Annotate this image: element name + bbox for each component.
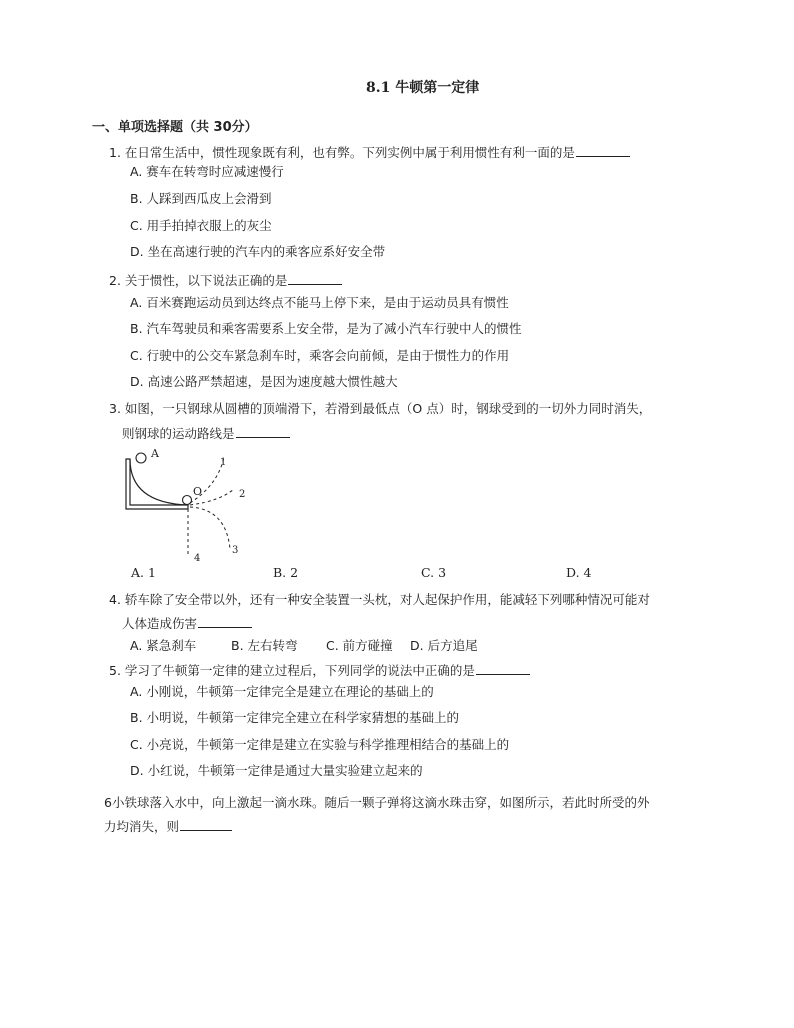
answer-blank-5 bbox=[476, 662, 530, 675]
answer-blank-2 bbox=[288, 272, 342, 285]
question-1-text: 1. 在日常生活中，惯性现象既有利，也有弊。下列实例中属于利用惯性有利一面的是 bbox=[109, 145, 575, 160]
ball-at-a bbox=[136, 453, 146, 463]
question-4-stem-line1: 4. 轿车除了安全带以外，还有一种安全装置一头枕，对人起保护作用，能减轻下列哪种情况可能对 bbox=[109, 592, 650, 607]
track-block bbox=[126, 459, 188, 509]
point-o-label: O bbox=[193, 485, 203, 498]
q1-option-d: D. 坐在高速行驶的汽车内的乘客应系好安全带 bbox=[130, 244, 386, 259]
point-a-label: A bbox=[151, 447, 159, 460]
question-6-text: 力均消失，则 bbox=[104, 819, 180, 834]
question-5-stem bbox=[109, 662, 530, 679]
path-1-label: 1 bbox=[220, 457, 227, 468]
question-3-stem-line1: 3. 如图，一只钢球从圆槽的顶端滑下，若滑到最低点（O 点）时，钢球受到的一切外力同时消失， bbox=[109, 401, 652, 416]
answer-blank-4 bbox=[198, 615, 252, 628]
q5-option-d: D. 小红说，牛顿第一定律是通过大量实验建立起来的 bbox=[130, 763, 423, 778]
q4-option-a: A. 紧急刹车 bbox=[130, 638, 197, 653]
path-4-label: 4 bbox=[194, 553, 201, 564]
page-title: 8.1 牛顿第一定律 bbox=[366, 80, 480, 96]
q3-option-a: A. 1 bbox=[131, 565, 156, 580]
q4-option-b: B. 左右转弯 bbox=[231, 638, 298, 653]
question-2-stem bbox=[109, 272, 342, 289]
question-4-stem-line2 bbox=[122, 615, 252, 632]
q2-option-c: C. 行驶中的公交车紧急刹车时，乘客会向前倾，是由于惯性力的作用 bbox=[130, 348, 510, 363]
section-heading: 一、单项选择题（共 30分） bbox=[92, 120, 258, 135]
q4-option-d: D. 后方追尾 bbox=[410, 638, 478, 653]
curved-track-diagram bbox=[120, 445, 260, 567]
q2-option-d: D. 高速公路严禁超速，是因为速度越大惯性越大 bbox=[130, 374, 398, 389]
path-2-label: 2 bbox=[239, 489, 246, 500]
question-6-stem-line1: 6小铁球落入水中，向上激起一滴水珠。随后一颗子弹将这滴水珠击穿，如图所示，若此时所受的外 bbox=[104, 795, 650, 810]
q5-option-b: B. 小明说，牛顿第一定律完全建立在科学家猜想的基础上的 bbox=[130, 710, 460, 725]
q3-option-b: B. 2 bbox=[273, 565, 299, 580]
q1-option-b: B. 人踩到西瓜皮上会滑到 bbox=[130, 191, 272, 206]
path-3-label: 3 bbox=[232, 545, 239, 556]
answer-blank-6 bbox=[180, 818, 232, 831]
question-5-text: 5. 学习了牛顿第一定律的建立过程后，下列同学的说法中正确的是 bbox=[109, 663, 475, 678]
q2-option-a: A. 百米赛跑运动员到达终点不能马上停下来，是由于运动员具有惯性 bbox=[130, 295, 509, 310]
q5-option-c: C. 小亮说，牛顿第一定律是建立在实验与科学推理相结合的基础上的 bbox=[130, 737, 510, 752]
answer-blank-3 bbox=[236, 425, 290, 438]
track-arc bbox=[130, 459, 188, 505]
q5-option-a: A. 小刚说，牛顿第一定律完全是建立在理论的基础上的 bbox=[130, 684, 434, 699]
q1-option-c: C. 用手拍掉衣服上的灰尘 bbox=[130, 218, 272, 233]
question-2-text: 2. 关于惯性，以下说法正确的是 bbox=[109, 273, 288, 288]
q2-option-b: B. 汽车驾驶员和乘客需要系上安全带，是为了减小汽车行驶中人的惯性 bbox=[130, 321, 522, 336]
answer-blank-1 bbox=[576, 144, 630, 157]
question-6-stem-line2 bbox=[104, 818, 232, 835]
question-1-stem bbox=[109, 144, 630, 161]
question-3-stem-line2 bbox=[122, 425, 290, 442]
q4-option-c: C. 前方碰撞 bbox=[326, 638, 393, 653]
question-4-text: 人体造成伤害 bbox=[122, 616, 198, 631]
q3-option-d: D. 4 bbox=[566, 565, 592, 580]
path-3 bbox=[190, 507, 230, 549]
question-3-text: 则钢球的运动路线是 bbox=[122, 426, 235, 441]
q3-option-c: C. 3 bbox=[421, 565, 447, 580]
q1-option-a: A. 赛车在转弯时应减速慢行 bbox=[130, 164, 284, 179]
